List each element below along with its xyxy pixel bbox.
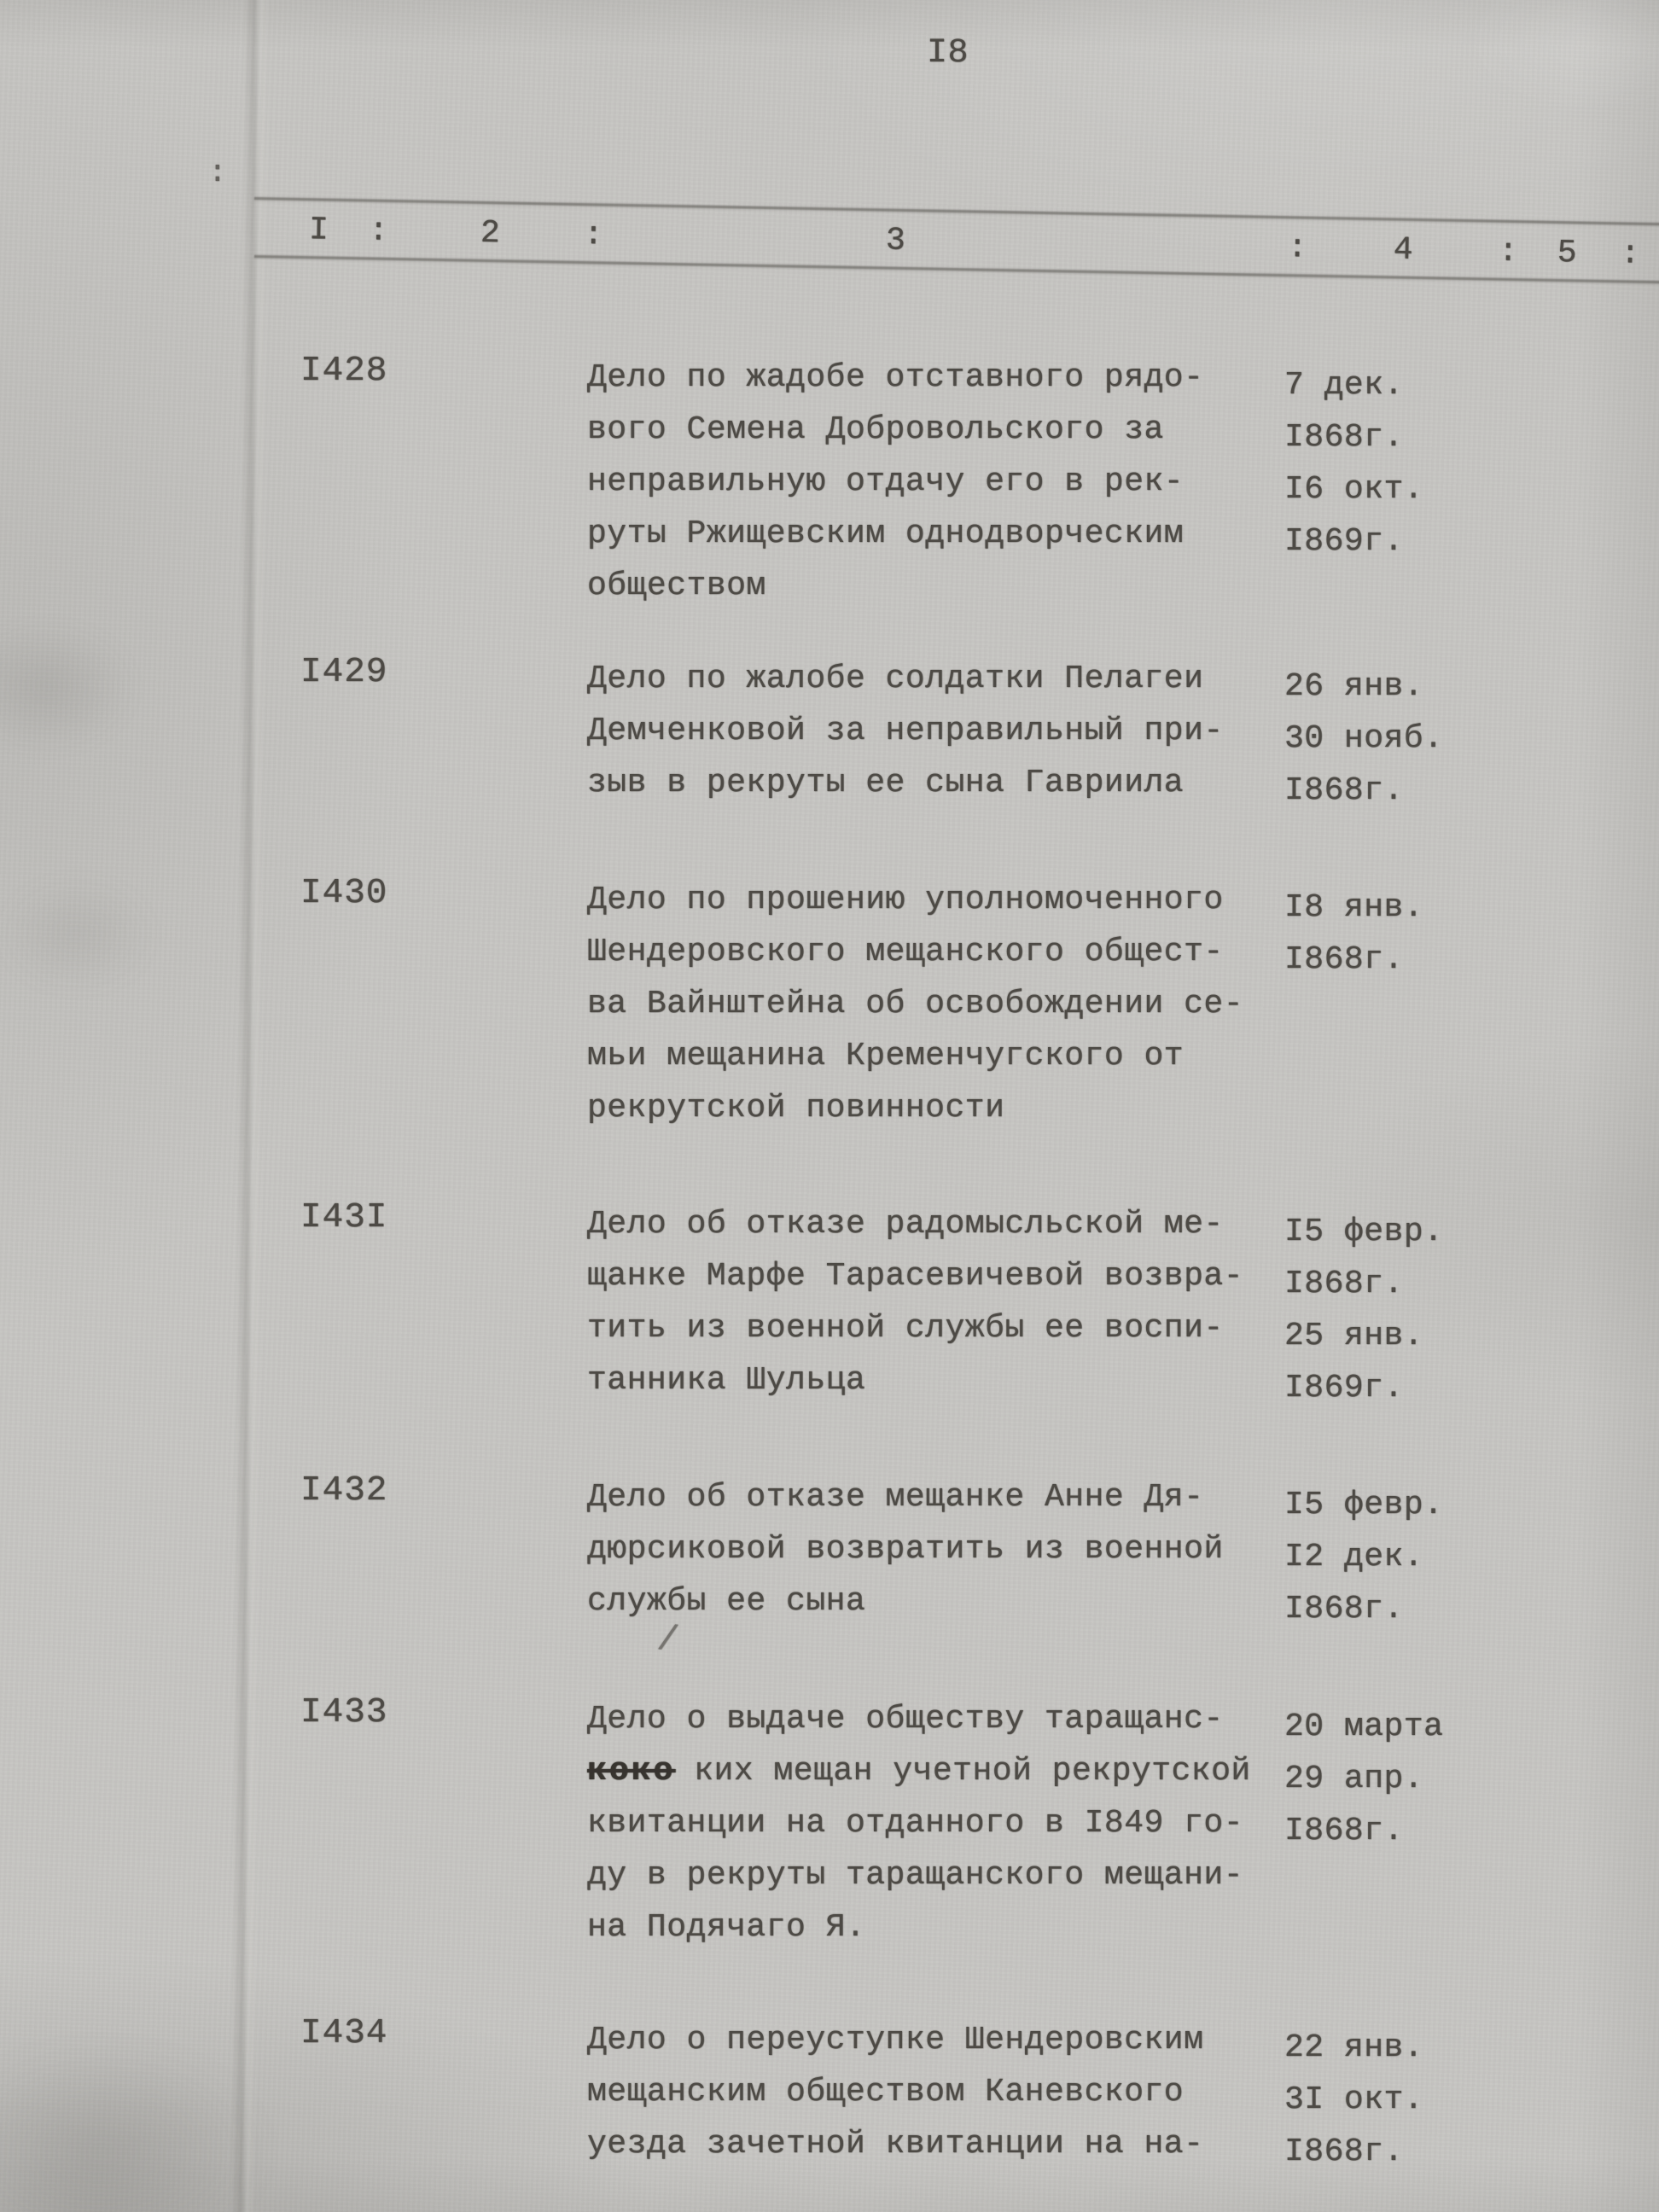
case-description-line: Дело о выдаче обществу таращанс- (587, 1701, 1224, 1738)
case-description-line: на Подячаго Я. (587, 1909, 866, 1946)
case-description-line (587, 1745, 1338, 1797)
column-header-5: 5 (1557, 234, 1578, 272)
case-description-line: Дело по жадобе отставного рядо- (587, 359, 1204, 396)
case-description (587, 1198, 1338, 1406)
case-description-line: Шендеровского мещанского общест- (587, 934, 1224, 970)
case-description-line: дюрсиковой возвратить из военной (587, 1531, 1224, 1568)
case-dates (1284, 882, 1643, 986)
case-description-line: Дело по жалобе солдатки Пелагеи (587, 661, 1204, 697)
case-description-line: тить из военной службы ее воспи- (587, 1310, 1224, 1347)
date-line: I5 февр. (1284, 1487, 1444, 1523)
date-line: 26 янв. (1284, 668, 1424, 705)
column-separator-colon: : (1287, 230, 1308, 267)
case-dates (1284, 1701, 1643, 1857)
case-description-line: танника Шульца (587, 1362, 866, 1399)
case-description-line: щанке Марфе Тарасевичевой возвра- (587, 1258, 1244, 1295)
case-description-line: руты Ржищевским однодворческим (587, 515, 1185, 552)
case-number: I43I (300, 1198, 388, 1237)
paper-smudge (0, 2048, 265, 2212)
case-dates (1284, 661, 1643, 817)
column-header-3: 3 (885, 222, 906, 259)
case-dates (1284, 2022, 1643, 2178)
date-line: I868г. (1284, 2133, 1404, 2170)
case-description-line: Дело о переуступке Шендеровским (587, 2022, 1204, 2058)
column-header-1: I (308, 212, 329, 249)
case-description-line: Дело об отказе мещанке Анне Дя- (587, 1479, 1204, 1516)
date-line: I8 янв. (1284, 889, 1424, 926)
case-description-line: квитанции на отданного в I849 го- (587, 1805, 1244, 1842)
case-description-line: ва Вайнштейна об освобождении се- (587, 986, 1244, 1022)
date-line: I868г. (1284, 941, 1404, 978)
paper-smudge (1451, 0, 1659, 119)
date-line: I868г. (1284, 1266, 1404, 1302)
date-line: I868г. (1284, 419, 1404, 456)
date-line: 30 нояб. (1284, 720, 1444, 757)
date-line: 20 марта (1284, 1708, 1444, 1745)
date-line: I868г. (1284, 1813, 1404, 1849)
column-separator-colon: : (1498, 233, 1519, 271)
case-dates (1284, 1206, 1643, 1414)
date-line: I869г. (1284, 523, 1404, 560)
case-description (587, 1471, 1338, 1627)
date-line: 25 янв. (1284, 1318, 1424, 1354)
case-number: I433 (300, 1693, 388, 1732)
case-description-line: Демченковой за неправильный при- (587, 713, 1224, 749)
date-line: 7 дек. (1284, 367, 1404, 404)
case-description (587, 352, 1338, 612)
paper-smudge (0, 623, 137, 751)
date-line: I2 дек. (1284, 1539, 1424, 1575)
case-number: I430 (300, 874, 388, 913)
date-line: I868г. (1284, 1591, 1404, 1627)
column-separator-colon: : (1620, 236, 1641, 273)
date-line: 3I окт. (1284, 2081, 1424, 2118)
case-description-line: уезда зачетной квитанции на на- (587, 2126, 1204, 2163)
column-header-4: 4 (1393, 231, 1414, 269)
column-header-2: 2 (480, 214, 501, 253)
column-separator-colon: : (583, 217, 604, 254)
case-description-line: Дело по прошению уполномоченного (587, 882, 1224, 918)
case-dates (1284, 359, 1643, 568)
case-description-line: неправильную отдачу его в рек- (587, 463, 1185, 500)
case-description-line: рекрутской повинности (587, 1090, 1005, 1126)
date-line: 29 апр. (1284, 1761, 1424, 1797)
date-line: I869г. (1284, 1370, 1404, 1406)
case-description-line: зыв в рекруты ее сына Гавриила (587, 765, 1185, 801)
date-line: I6 окт. (1284, 471, 1424, 508)
case-dates (1284, 1479, 1643, 1635)
stray-slash-mark: / (655, 1618, 682, 1662)
stray-colon-mark: : (208, 155, 228, 190)
page-number: I8 (927, 34, 969, 73)
paper-smudge (0, 879, 154, 990)
case-description-line: службы ее сына (587, 1583, 866, 1620)
case-number: I429 (300, 653, 388, 692)
page-fold-crease (230, 0, 270, 2212)
date-line: 22 янв. (1284, 2029, 1424, 2066)
column-separator-colon: : (368, 212, 389, 250)
case-description-line: мьи мещанина Кременчугского от (587, 1038, 1185, 1074)
case-number: I428 (300, 352, 388, 391)
case-description (587, 1693, 1338, 1953)
overstruck-typo-word: коко (587, 1753, 676, 1790)
case-description-line: вого Семена Добровольского за (587, 411, 1164, 448)
date-line: I868г. (1284, 772, 1404, 809)
case-description (587, 653, 1338, 809)
case-description-line: ду в рекруты таращанского мещани- (587, 1857, 1244, 1894)
case-number: I432 (300, 1471, 388, 1511)
case-number: I434 (300, 2014, 388, 2053)
date-line: I5 февр. (1284, 1214, 1444, 1250)
case-description-line-text: ких мещан учетной рекрутской (694, 1753, 1251, 1790)
case-description (587, 874, 1338, 1134)
case-description-line: Дело об отказе радомысльской ме- (587, 1206, 1224, 1243)
case-description-line: мещанским обществом Каневского (587, 2074, 1185, 2110)
case-description-line: обществом (587, 568, 766, 604)
case-description (587, 2014, 1338, 2170)
